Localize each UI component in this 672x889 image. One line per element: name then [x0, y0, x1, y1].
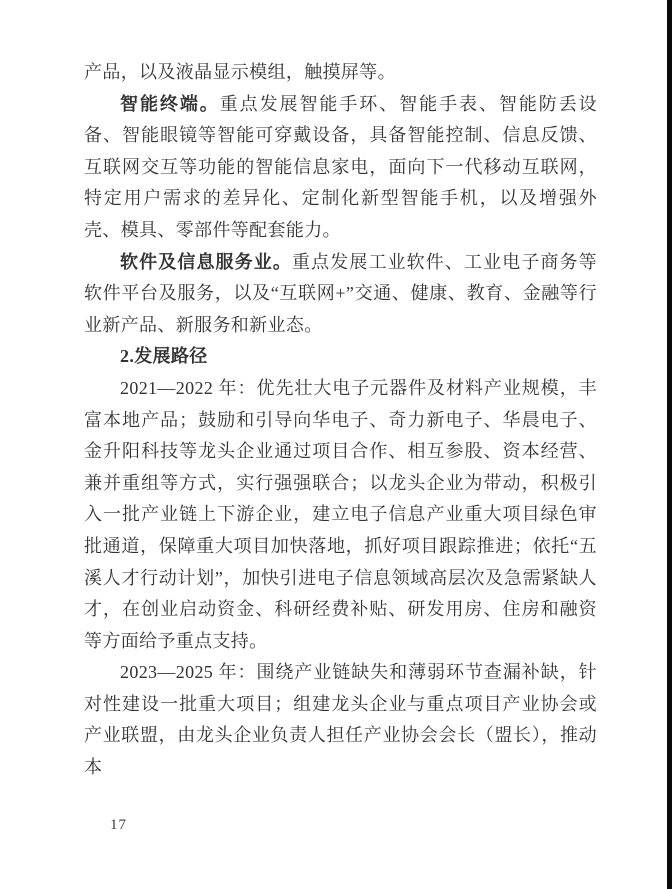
paragraph: [84, 657, 597, 783]
paragraph-text: 2.发展路径: [120, 346, 208, 367]
paragraph-text: 产品，以及液晶显示模组，触摸屏等。: [84, 62, 396, 82]
scan-edge-artifact: [667, 0, 672, 889]
paragraph-lead-bold: 智能终端。: [120, 93, 220, 114]
paragraph-text: 2021—2022 年：优先壮大电子元器件及材料产业规模，丰富本地产品；鼓励和引导向华电子、奇力新电子、华晨电子、金升阳科技等龙头企业通过项目合作、相互参股、资本经营、兼并重组等方式，实行强强联合；以龙头企业为带动，积极引入一批产业链上下游企业，建立电子信息产业重大项目绿色审批通道，保障重大项目加快落地，抓好项目跟踪推进；依托“五溪人才行动计划”，加快引进电子信息领域高层次及急需紧缺人才，在创业启动资金、科研经费补贴、研发用房、住房和融资等方面给予重点支持。: [84, 377, 597, 651]
section-heading: [84, 341, 597, 373]
paragraph: [84, 373, 597, 657]
paragraph-text: 重点发展工业软件、工业电子商务等软件平台及服务，以及“互联网+”交通、健康、教育、金融等行业新产品、新服务和新业态。: [84, 251, 597, 335]
paragraph: [84, 247, 597, 342]
paragraph-text: 重点发展智能手环、智能手表、智能防丢设备、智能眼镜等智能可穿戴设备，具备智能控制、信息反馈、互联网交互等功能的智能信息家电，面向下一代移动互联网，特定用户需求的差异化、定制化新型智能手机，以及增强外壳、模具、零部件等配套能力。: [84, 93, 598, 240]
paragraph-text: 2023—2025 年：围绕产业链缺失和薄弱环节查漏补缺，针对性建设一批重大项目；组建龙头企业与重点项目产业协会或产业联盟，由龙头企业负责人担任产业协会会长（盟长），推动本: [84, 662, 597, 778]
page-number: 17: [110, 817, 127, 833]
document-body: [84, 57, 597, 784]
paragraph: [84, 57, 597, 89]
paragraph: [84, 89, 597, 247]
paragraph-lead-bold: 软件及信息服务业。: [120, 251, 292, 272]
